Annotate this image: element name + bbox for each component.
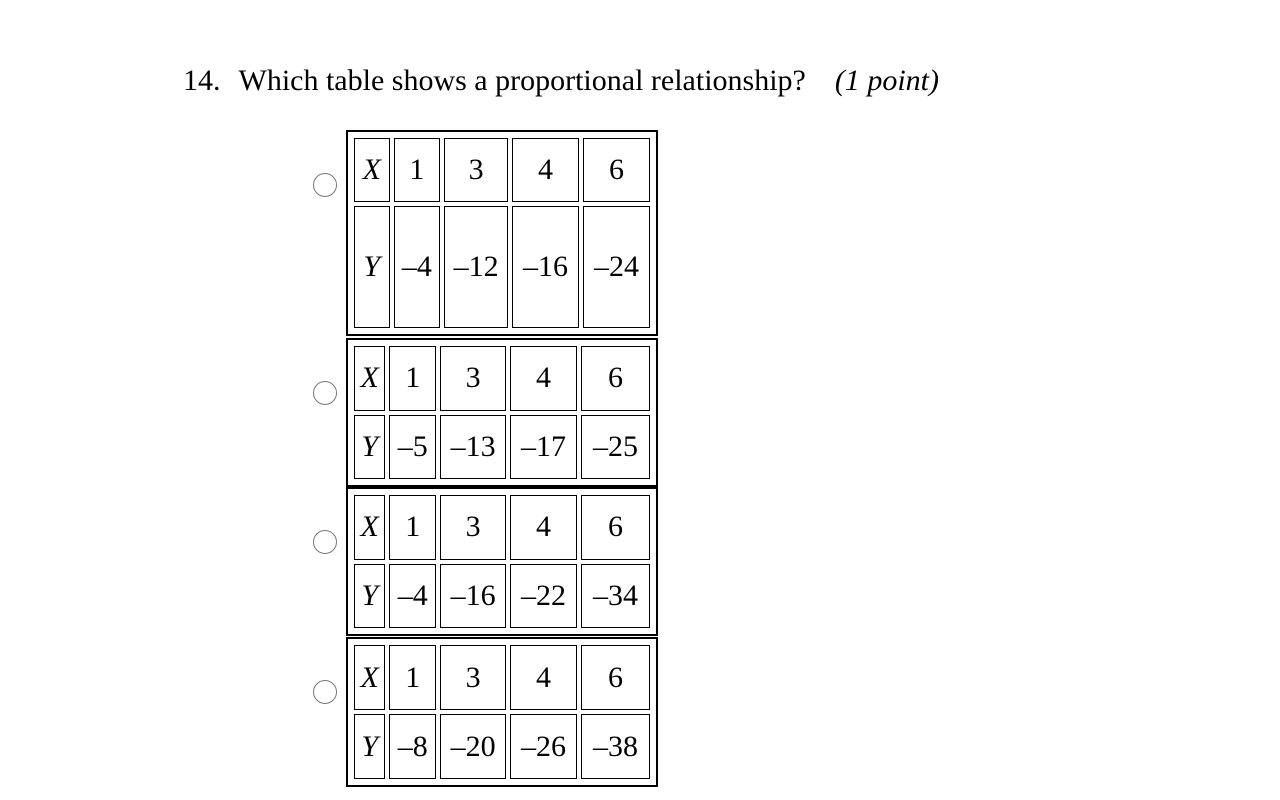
y-value-cell: –5	[389, 415, 436, 480]
y-value-cell: –4	[389, 564, 436, 629]
x-label-cell: X	[354, 346, 385, 411]
x-label-cell: X	[354, 138, 390, 202]
y-value-cell: –20	[440, 714, 506, 779]
question-text	[183, 61, 939, 101]
x-value-cell: 4	[510, 346, 577, 411]
x-value-cell: 3	[440, 495, 506, 560]
x-value-cell: 4	[512, 138, 579, 202]
x-value-cell: 1	[394, 138, 441, 202]
question-number: 14.	[183, 64, 221, 97]
x-label-cell: X	[354, 495, 385, 560]
x-value-cell: 6	[581, 346, 650, 411]
y-label-cell: Y	[354, 206, 390, 328]
x-value-cell: 3	[440, 346, 506, 411]
option-c-radio[interactable]	[313, 530, 337, 554]
question-prompt: Which table shows a proportional relationship?	[238, 64, 806, 97]
y-value-cell: –34	[581, 564, 650, 629]
x-value-cell: 6	[581, 645, 650, 710]
y-value-cell: –16	[440, 564, 506, 629]
y-label-cell: Y	[354, 564, 385, 629]
option-b-radio[interactable]	[313, 381, 337, 405]
option-a-table	[346, 130, 658, 336]
x-value-cell: 6	[581, 495, 650, 560]
option-a-radio[interactable]	[313, 173, 337, 197]
x-value-cell: 1	[389, 346, 436, 411]
y-value-cell: –26	[510, 714, 577, 779]
option-b-table	[346, 338, 658, 487]
x-label-cell: X	[354, 645, 385, 710]
y-label-cell: Y	[354, 714, 385, 779]
x-value-cell: 1	[389, 645, 436, 710]
y-value-cell: –24	[583, 206, 650, 328]
y-value-cell: –12	[444, 206, 508, 328]
x-value-cell: 3	[444, 138, 508, 202]
option-d-radio[interactable]	[313, 680, 337, 704]
y-value-cell: –22	[510, 564, 577, 629]
x-value-cell: 3	[440, 645, 506, 710]
y-value-cell: –25	[581, 415, 650, 480]
y-value-cell: –16	[512, 206, 579, 328]
y-value-cell: –8	[389, 714, 436, 779]
option-d-table	[346, 637, 658, 787]
y-value-cell: –13	[440, 415, 506, 480]
option-c-table	[346, 487, 658, 636]
y-value-cell: –17	[510, 415, 577, 480]
y-value-cell: –4	[394, 206, 441, 328]
x-value-cell: 1	[389, 495, 436, 560]
x-value-cell: 4	[510, 495, 577, 560]
y-value-cell: –38	[581, 714, 650, 779]
y-label-cell: Y	[354, 415, 385, 480]
x-value-cell: 4	[510, 645, 577, 710]
question-points: (1 point)	[834, 64, 940, 97]
x-value-cell: 6	[583, 138, 650, 202]
